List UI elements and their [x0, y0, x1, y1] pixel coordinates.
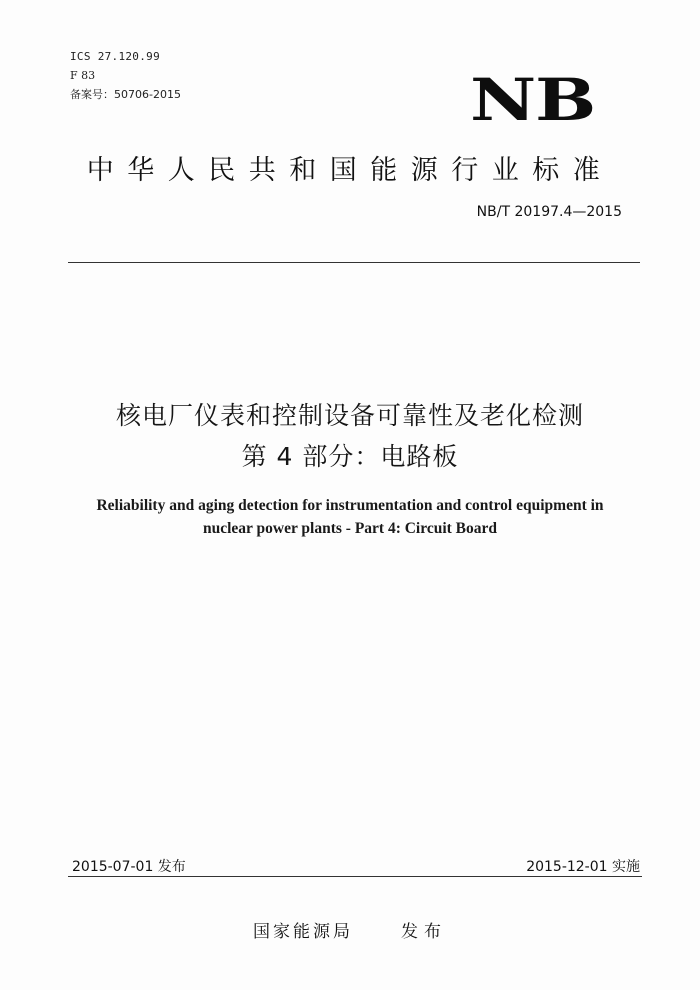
standard-code: NB/T 20197.4—2015 — [476, 204, 622, 220]
nb-logo: NB — [470, 66, 596, 134]
publisher-name: 国家能源局 — [253, 922, 353, 942]
classification-code: F 83 — [70, 69, 96, 82]
issue-date: 2015-07-01 发布 — [72, 859, 186, 875]
filing-number: 备案号：50706-2015 — [70, 88, 181, 101]
publisher-line — [0, 917, 700, 942]
issuer-standard-title: 中华人民共和国能源行业标准 — [86, 155, 614, 186]
ics-code: ICS 27.120.99 — [70, 50, 160, 63]
title-english-line2: nuclear power plants - Part 4: Circuit Board — [202, 520, 498, 537]
footer-divider — [68, 876, 642, 877]
title-chinese-line2: 第 4 部分：电路板 — [241, 442, 459, 471]
implementation-date: 2015-12-01 实施 — [526, 859, 640, 875]
publisher-action: 发布 — [401, 922, 447, 942]
title-chinese-line1: 核电厂仪表和控制设备可靠性及老化检测 — [115, 401, 584, 430]
header-divider — [68, 262, 640, 263]
title-english-line1: Reliability and aging detection for instrumentation and control equipment in — [96, 497, 604, 514]
